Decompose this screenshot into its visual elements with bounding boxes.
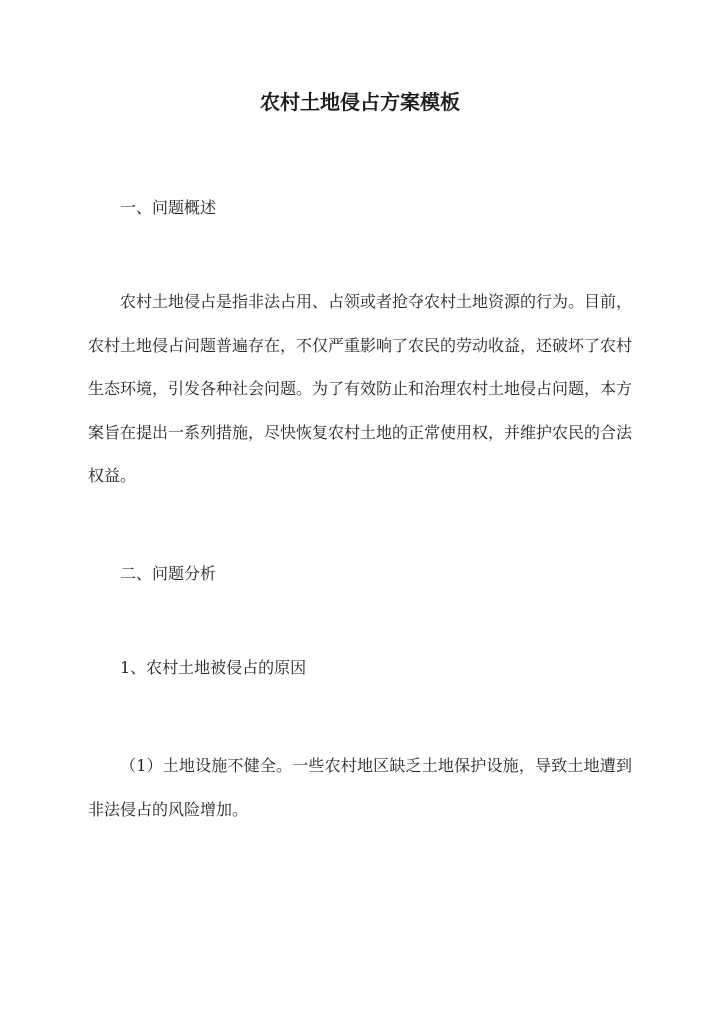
section-heading-overview: 一、问题概述 — [120, 198, 217, 217]
document-title: 农村土地侵占方案模板 — [260, 90, 460, 114]
section-heading-analysis: 二、问题分析 — [120, 564, 217, 583]
overview-paragraph: 农村土地侵占是指非法占用、占领或者抢夺农村土地资源的行为。目前，农村土地侵占问题普遍存在，不仅严重影响了农民的劳动收益，还破坏了农村生态环境，引发各种社会问题。为了有效防止和治理农村土地侵占问题，本方案旨在提出一系列措施，尽快恢复农村土地的正常使用权，并维护农民的合法权益。 — [88, 292, 633, 485]
cause-paragraph-1: （1）土地设施不健全。一些农村地区缺乏土地保护设施，导致土地遭到非法侵占的风险增加。 — [88, 756, 632, 819]
subsection-heading-causes: 1、农村土地被侵占的原因 — [120, 658, 307, 677]
